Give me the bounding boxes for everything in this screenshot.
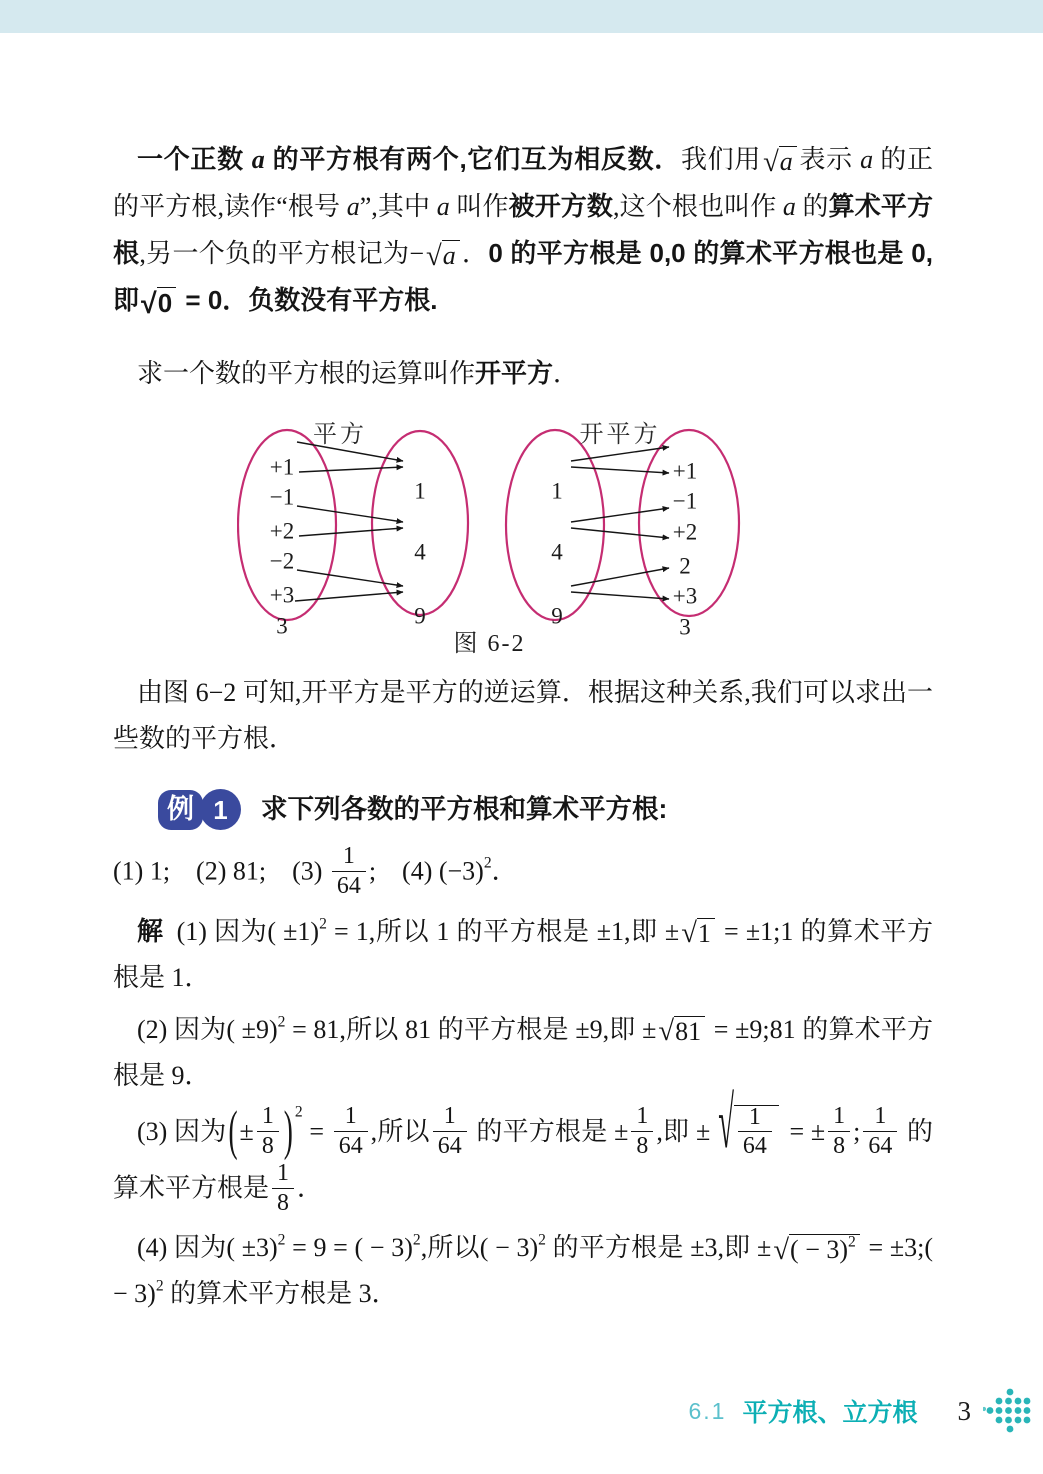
right-range-value: +1: [672, 458, 698, 484]
solution-step-3: (3) 因为(± $\frac{1}{8}$ ) $^2$ = $\frac{1}{64}$ ,所以 $\frac{1}{64}$ 的平方根是 ± $\frac{1}{8}$ ,即 ± √ $\frac{1}{64}$ = ± $\frac{1}{8}$ ; $\frac{1}{64}$ 的算术平方根是 $\frac{1}{8}$ ．: [113, 1085, 933, 1216]
right-range-value: +3: [672, 583, 698, 609]
solution-step-4: (4) 因为( ±3)$^2$ = 9 = ( − 3)$^2$,所以( − 3)$^2$ 的平方根是 ±3,即 ± √ ( − 3)$^2$ = ±3;( − 3)$^2$ 的算术平方根是 3．: [113, 1231, 934, 1308]
solution-step-2: (2) 因为( ±9)$^2$ = 81,所以 81 的平方根是 ±9,即 ± √ 81 = ±9;81 的算术平方根是 9．: [113, 1012, 933, 1090]
section-title: 平方根、立方根: [742, 1399, 918, 1427]
kaipingfang-definition: 求一个数的平方根的运算叫作开平方．: [137, 358, 580, 389]
right-domain-value: 4: [551, 539, 563, 565]
dots-arrow-icon: [983, 1385, 1035, 1437]
left-domain-value: −2: [269, 548, 295, 574]
figure-left-title: 平方: [313, 422, 367, 449]
section-number: 6.1: [688, 1397, 727, 1424]
figure-right-title: 开平方: [579, 422, 661, 449]
right-domain-value: 1: [551, 478, 563, 504]
example-heading: [113, 786, 933, 833]
left-range-value: 9: [414, 603, 426, 629]
figure-caption: 图 6-2: [453, 631, 526, 658]
intro-paragraph: 一个正数 a 的平方根有两个,它们互为相反数．我们用 √ a 表示 a 的正的平方根,读作“根号 a”,其中 a 叫作被开方数,这个根也叫作 a 的算术平方根,另一个负的平方根记为− √ a ．0 的平方根是 0,0 的算术平方根也是 0,即 √ 0 = 0．负数没有平方根.: [113, 144, 933, 320]
page-number: 3: [957, 1395, 971, 1426]
top-decor-bar: [0, 0, 1043, 33]
right-range-value: +2: [672, 519, 698, 545]
right-domain-value: 9: [551, 603, 563, 629]
right-range-value: 2: [679, 553, 691, 579]
solution-step-1: 解 (1) 因为( ±1)$^2$ = 1,所以 1 的平方根是 ±1,即 ± √ 1 = ±1;1 的算术平方根是 1．: [113, 914, 933, 992]
mapping-diagram: [237, 423, 742, 623]
left-domain-value: −1: [269, 484, 295, 510]
right-range-value: −1: [672, 488, 698, 514]
example-items: (1) 1; (2) 81; (3) $\frac{1}{64}$ ; (4) $(-3)^2$．: [113, 843, 518, 899]
left-domain-value: +1: [269, 454, 295, 480]
figure-6-2: [237, 423, 742, 656]
left-range-value: 4: [414, 539, 426, 565]
left-domain-value: +2: [269, 518, 295, 544]
example-prompt: 求下列各数的平方根和算术平方根:: [261, 794, 668, 825]
after-figure-paragraph: 由图 6−2 可知,开平方是平方的逆运算．根据这种关系,我们可以求出一些数的平方根．: [113, 678, 933, 754]
left-domain-value: +3: [269, 582, 295, 608]
left-range-value: 1: [414, 478, 426, 504]
page-footer: [0, 1383, 1035, 1439]
right-range-value: 3: [679, 614, 691, 640]
example-number-badge: 1: [200, 789, 241, 830]
example-badge: 例: [158, 790, 203, 830]
page-content: [113, 136, 933, 1317]
left-domain-value: 3: [276, 613, 288, 639]
